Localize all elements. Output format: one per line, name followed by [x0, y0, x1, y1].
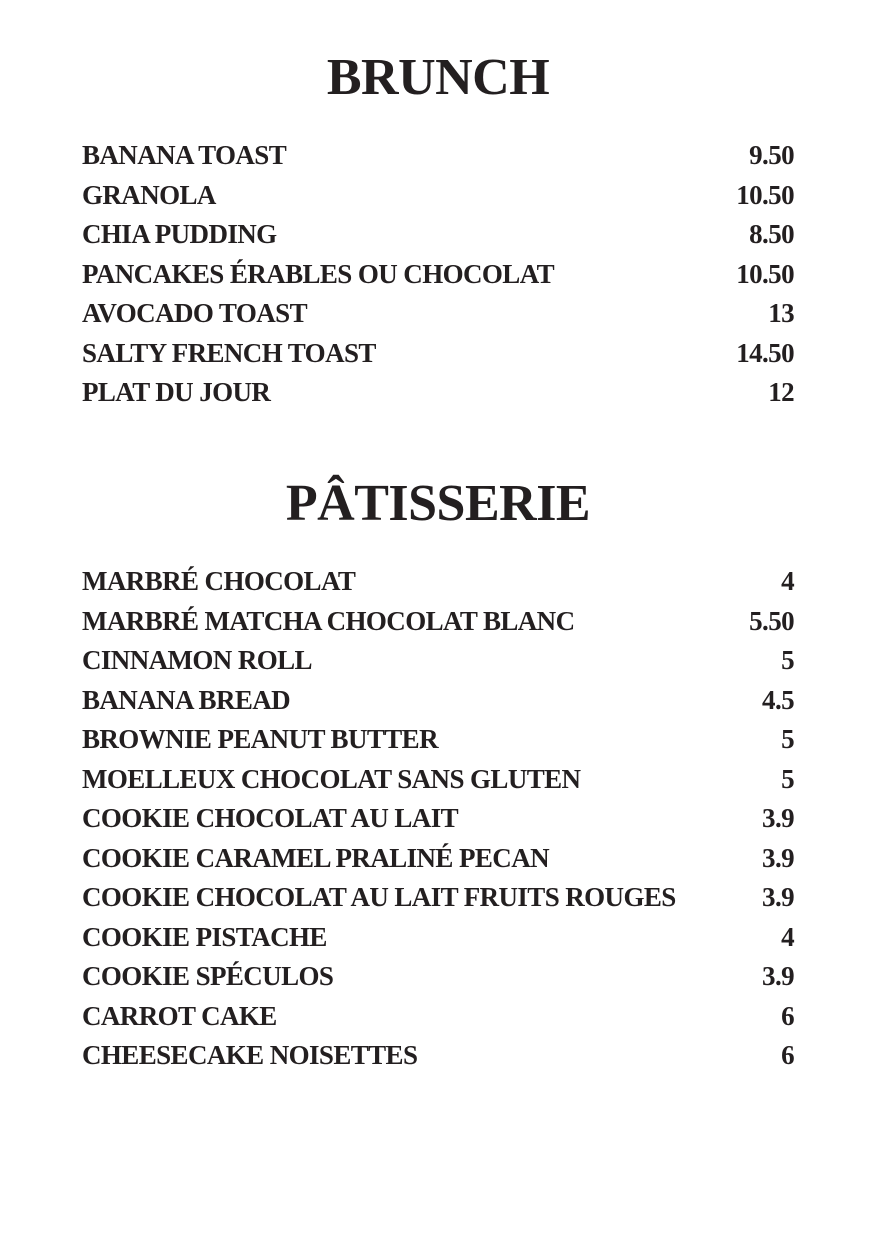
- menu-item-name: PANCAKES ÉRABLES OU CHOCOLAT: [82, 258, 555, 289]
- menu-item: [82, 1001, 794, 1041]
- menu-item-price: 3.9: [762, 803, 794, 833]
- menu-item: [82, 298, 794, 338]
- menu-item-name: COOKIE PISTACHE: [82, 921, 327, 952]
- menu-item-price: 3.9: [762, 842, 794, 873]
- menu-item-price: 4: [781, 921, 794, 952]
- brunch-section: [82, 49, 794, 407]
- menu-item-price: 13: [768, 298, 794, 328]
- menu-item-price: 4: [781, 566, 794, 596]
- menu-item-price: 6: [781, 1000, 794, 1031]
- brunch-menu-list: [82, 140, 794, 417]
- menu-item-name: COOKIE CHOCOLAT AU LAIT: [82, 803, 459, 833]
- patisserie-section: [82, 475, 794, 1070]
- menu-item-name: BANANA BREAD: [82, 684, 291, 715]
- menu-item-price: 6: [781, 1040, 794, 1070]
- menu-item: [82, 377, 794, 417]
- menu-item: [82, 219, 794, 259]
- menu-item-name: CARROT CAKE: [82, 1000, 277, 1031]
- menu-item-name: SALTY FRENCH TOAST: [82, 337, 376, 368]
- menu-item-name: BROWNIE PEANUT BUTTER: [82, 724, 438, 754]
- patisserie-title: PÂTISSERIE: [285, 475, 591, 532]
- menu-item-name: MOELLEUX CHOCOLAT SANS GLUTEN: [82, 763, 581, 794]
- menu-item: [82, 882, 794, 922]
- menu-item-name: COOKIE CARAMEL PRALINÉ PECAN: [82, 842, 549, 873]
- menu-item: [82, 1040, 794, 1080]
- menu-item-name: PLAT DU JOUR: [82, 377, 271, 407]
- menu-item: [82, 566, 794, 606]
- menu-item-price: 8.50: [749, 219, 794, 249]
- menu-item-name: COOKIE CHOCOLAT AU LAIT FRUITS ROUGES: [82, 882, 676, 912]
- menu-item-price: 4.5: [762, 684, 794, 715]
- brunch-title: BRUNCH: [326, 49, 550, 106]
- menu-item: [82, 922, 794, 962]
- menu-item-price: 5: [781, 645, 794, 675]
- menu-item: [82, 803, 794, 843]
- menu-item-price: 5: [781, 763, 794, 794]
- menu-item: [82, 338, 794, 378]
- menu-item-price: 3.9: [762, 961, 794, 991]
- menu-item-name: BANANA TOAST: [82, 140, 287, 170]
- menu-item-name: CHEESECAKE NOISETTES: [82, 1040, 418, 1070]
- menu-item-price: 12: [768, 377, 794, 407]
- menu-item: [82, 606, 794, 646]
- menu-item: [82, 764, 794, 804]
- menu-item: [82, 685, 794, 725]
- menu-item: [82, 961, 794, 1001]
- menu-item-price: 5.50: [749, 605, 794, 636]
- menu-item-price: 10.50: [736, 179, 794, 210]
- menu-item-name: GRANOLA: [82, 179, 216, 210]
- menu-item-price: 5: [781, 724, 794, 754]
- menu-item-name: CINNAMON ROLL: [82, 645, 312, 675]
- menu-item-price: 14.50: [736, 337, 794, 368]
- menu-item-name: COOKIE SPÉCULOS: [82, 961, 334, 991]
- menu-item: [82, 140, 794, 180]
- menu-item: [82, 645, 794, 685]
- menu-item-price: 9.50: [749, 140, 794, 170]
- menu-item-price: 10.50: [736, 258, 794, 289]
- menu-item-name: CHIA PUDDING: [82, 219, 277, 249]
- menu-item-name: MARBRÉ MATCHA CHOCOLAT BLANC: [82, 605, 575, 636]
- menu-item-name: MARBRÉ CHOCOLAT: [82, 566, 356, 596]
- patisserie-menu-list: [82, 566, 794, 1080]
- menu-item: [82, 724, 794, 764]
- menu-item: [82, 180, 794, 220]
- menu-item-name: AVOCADO TOAST: [82, 298, 307, 328]
- menu-item-price: 3.9: [762, 882, 794, 912]
- menu-item: [82, 843, 794, 883]
- menu-item: [82, 259, 794, 299]
